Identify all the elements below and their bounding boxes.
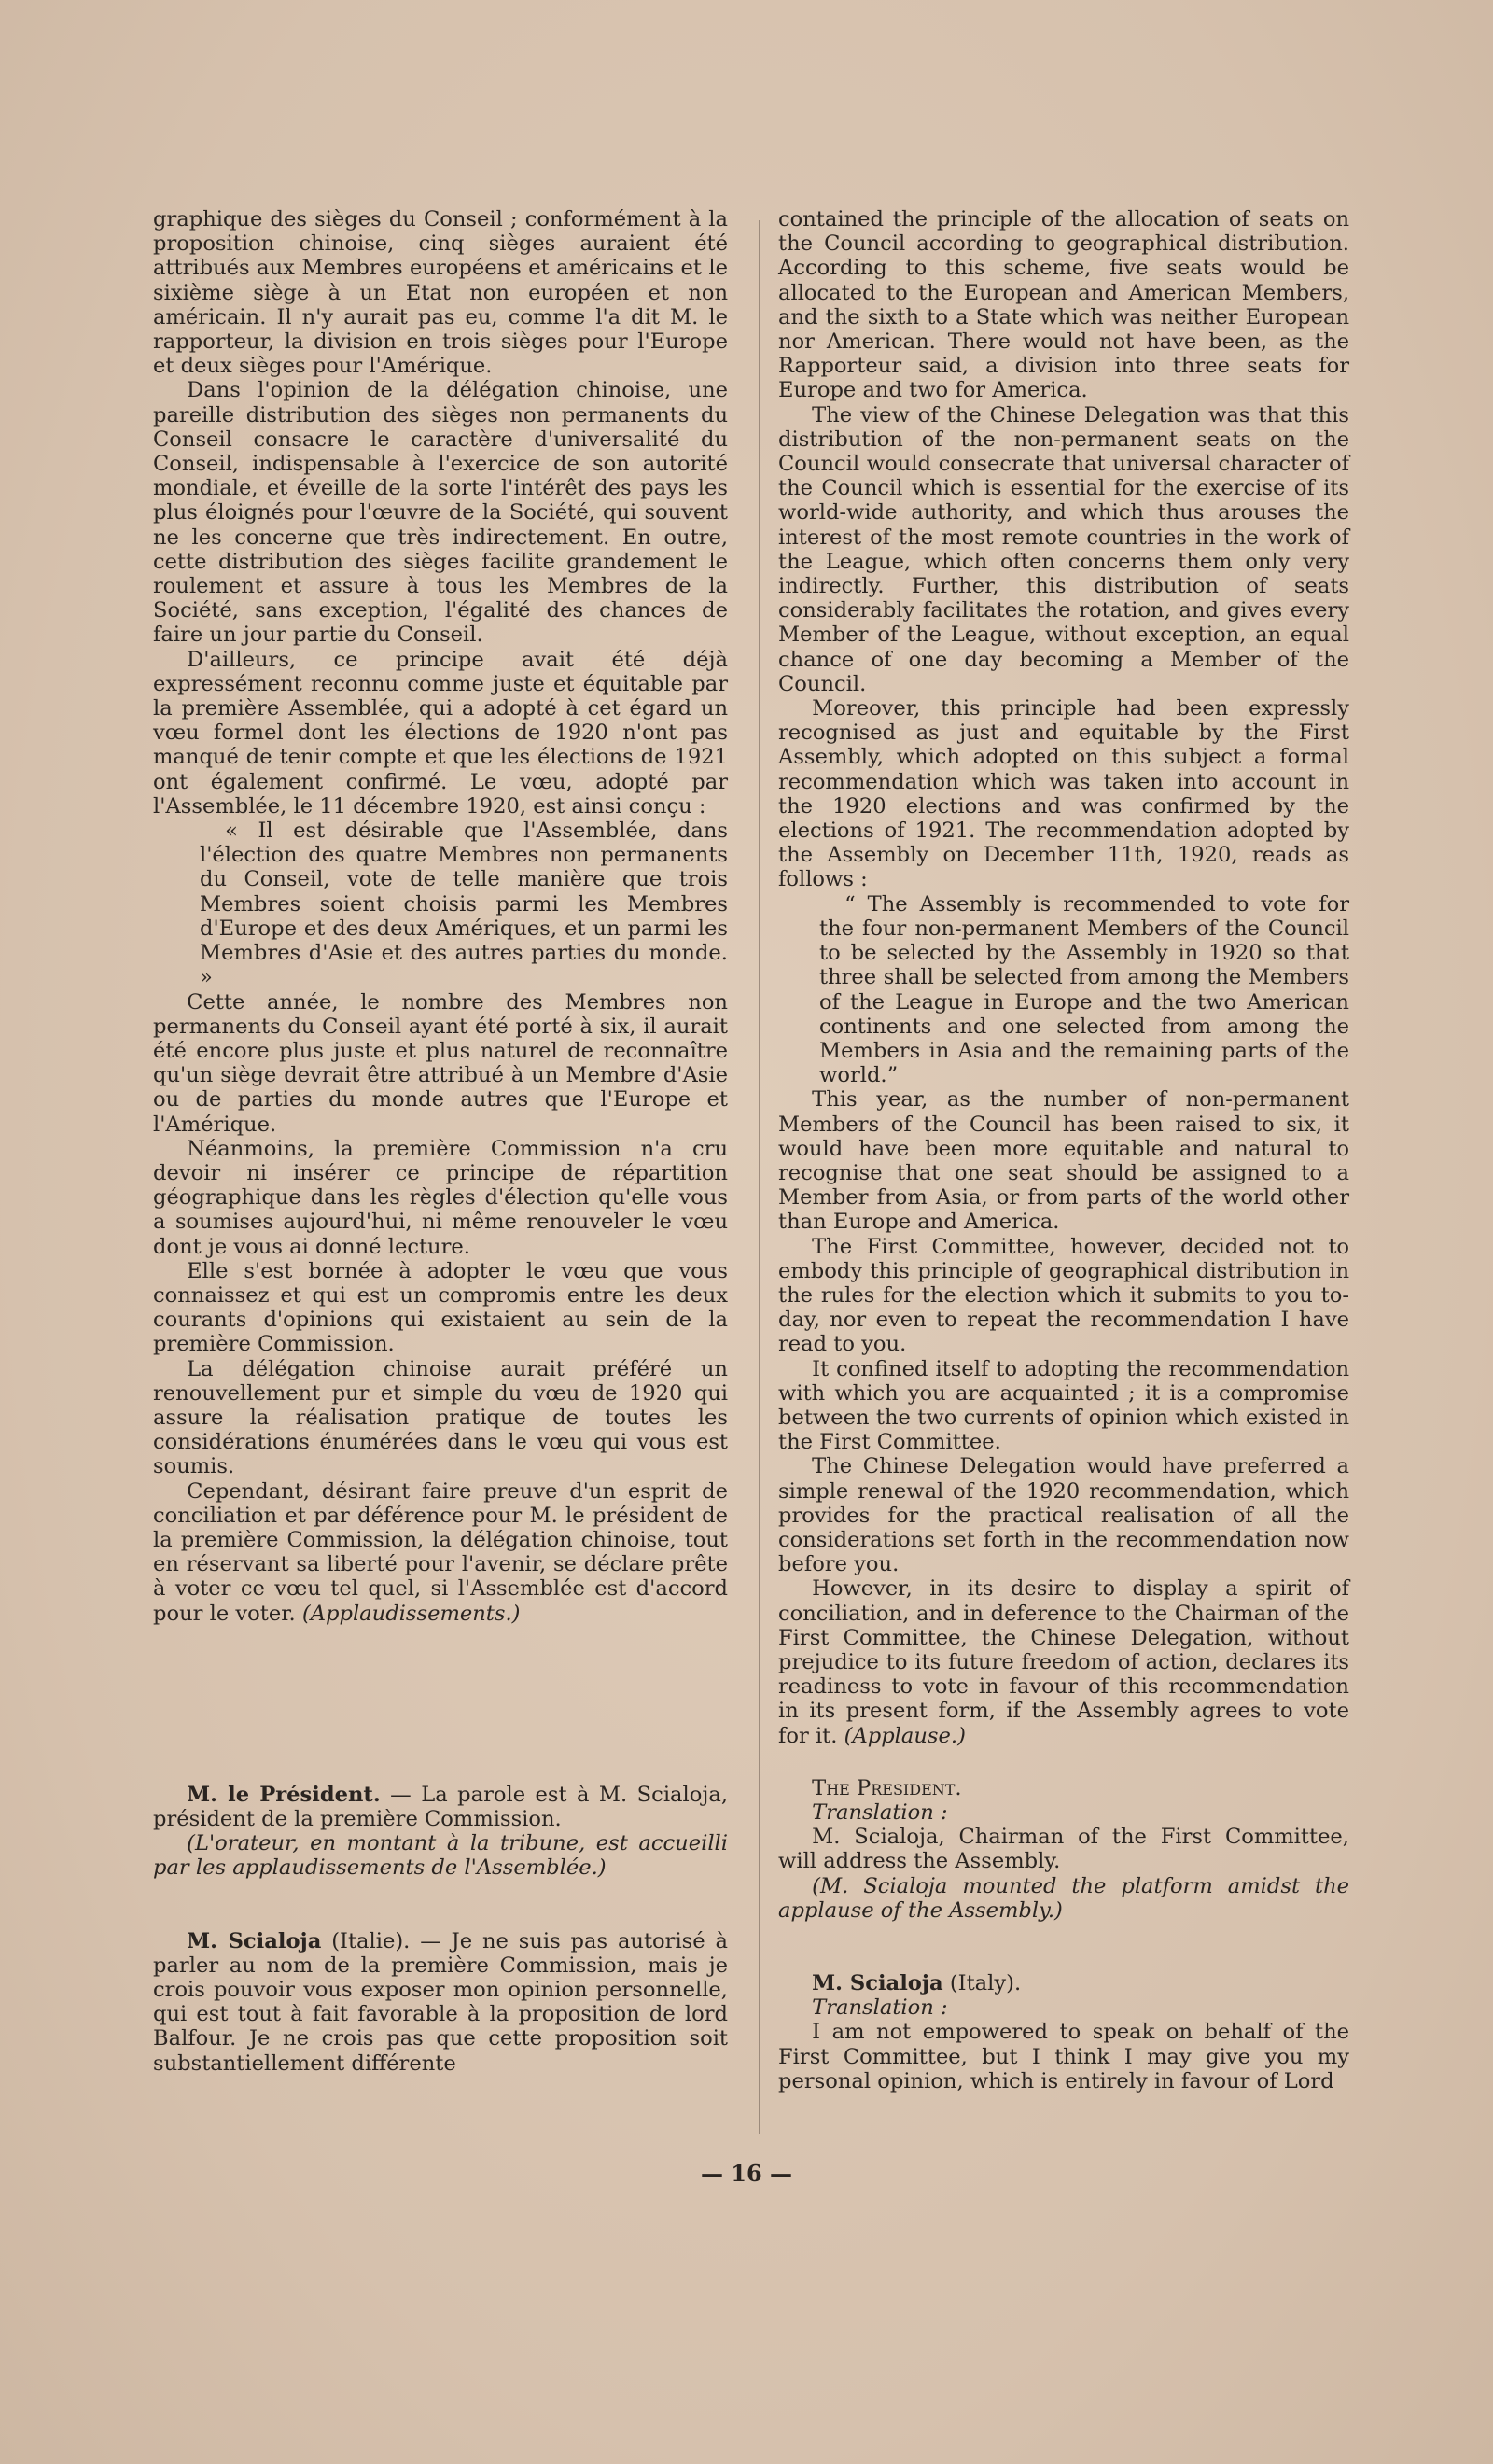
- quoted-recommendation: “ The Assembly is recommended to vote for the four non-permanent Members of the Council to be selected by the Assembly in 1920 so that three shall be selected from among the Members of the League in Europe and the two American continents and one selected from among the Members in Asia and the remaining parts of the world.”: [819, 891, 1349, 1088]
- paragraph: graphique des sièges du Conseil ; conformément à la proposition chinoise, cinq sièges auraient été attribués aux Membres européens et américains et le sixième siège à un Etat non européen et non américain. Il n'y aurait pas eu, comme l'a dit M. le rapporteur, la division en trois sièges pour l'Europe et deux sièges pour l'Amérique.: [153, 207, 728, 379]
- paragraph-text: Cependant, désirant faire preuve d'un esprit de conciliation et par déférence pour M. le président de la première Commission, la délégation chinoise, tout en réservant sa liberté pour l'avenir, se déclare prête à voter ce vœu tel quel, si l'Assemblée est d'accord pour le voter.: [153, 1478, 728, 1626]
- paragraph: Cette année, le nombre des Membres non permanents du Conseil ayant été porté à six, il aurait été encore plus juste et plus naturel de reconnaître qu'un siège devrait être attribué à un Membre d'Asie ou de parties du monde autres que l'Europe et l'Amérique.: [153, 989, 728, 1137]
- speaker-name: M. Scialoja: [187, 1928, 322, 1953]
- statement-text: — La parole est à M. Scialoja, président de la première Commission.: [153, 1782, 729, 1831]
- column-divider: [759, 220, 760, 2134]
- applause-note: (Applaudissements.): [301, 1601, 521, 1626]
- paragraph: This year, as the number of non-permanent Members of the Council has been raised to six, it would have been more equitable and natural to recognise that one seat should be assigned to a Member from Asia, or from parts of the world other than Europe and America.: [778, 1087, 1349, 1235]
- paragraph: [153, 1479, 728, 1626]
- paragraph: The First Committee, however, decided not to embody this principle of geographical distribution in the rules for the election which it submits to you to-day, nor even to repeat the recommendation I have read to you.: [778, 1234, 1349, 1357]
- scialoja-speaker: [778, 1971, 1349, 1995]
- president-speaker: [778, 1776, 1349, 1800]
- paragraph: [778, 1576, 1349, 1747]
- paragraph: Elle s'est bornée à adopter le vœu que vous connaissez et qui est un compromis entre les deux courants d'opinions qui existaient au sein de la première Commission.: [153, 1258, 728, 1357]
- translation-label: Translation :: [812, 1995, 948, 2021]
- speaker-name: M. le Président.: [187, 1782, 381, 1807]
- translation-label: Translation :: [812, 1800, 948, 1825]
- speaker-country: (Italie).: [321, 1928, 411, 1953]
- paragraph: Néanmoins, la première Commission n'a cru devoir ni insérer ce principe de répartition géographique dans les règles d'élection qu'elle vous a soumises aujourd'hui, ni même renouveler le vœu dont je vous ai donné lecture.: [153, 1136, 728, 1259]
- paragraph: The view of the Chinese Delegation was that this distribution of the non-permanent seats on the Council would consecrate that universal character of the Council which is essential for the exercise of its world-wide authority, and which thus arouses the interest of the most remote countries in the work of the League, which often concerns them only very indirectly. Further, this distribution of seats considerably facilitates the rotation, and gives every Member of the League, without exception, an equal chance of one day becoming a Member of the Council.: [778, 402, 1349, 696]
- president-statement: M. Scialoja, Chairman of the First Committee, will address the Assembly.: [778, 1825, 1349, 1874]
- paragraph: contained the principle of the allocation of seats on the Council according to geographical distribution. According to this scheme, five seats would be allocated to the European and American Members, and the sixth to a State which was neither European nor American. There would not have been, as the Rapporteur said, a division into three seats for Europe and two for America.: [778, 207, 1349, 403]
- paragraph-text: However, in its desire to display a spirit of conciliation, and in deference to the Chairman of the First Committee, the Chinese Delegation, without prejudice to its future freedom of action, declares its readiness to vote in favour of this recommendation in its present form, if the Assembly agrees to vote for it.: [778, 1576, 1349, 1748]
- speaker-name: M. Scialoja: [812, 1971, 943, 1996]
- stage-direction: (M. Scialoja mounted the platform amidst the applause of the Assembly.): [778, 1873, 1349, 1923]
- paragraph: It confined itself to adopting the recommendation with which you are acquainted ; it is a compromise between the two currents of opinion which existed in the First Committee.: [778, 1356, 1349, 1455]
- page-number: — 16 —: [700, 2160, 793, 2187]
- speaker-name: The President.: [812, 1775, 962, 1800]
- french-column: [153, 207, 728, 2076]
- quoted-recommendation: « Il est désirable que l'Assemblée, dans l'élection des quatre Membres non permanents du Conseil, vote de telle manière que trois Membres soient choisis parmi les Membres d'Europe et des deux Amériques, et un parmi les Membres d'Asie et des autres parties du monde. »: [200, 819, 728, 990]
- paragraph: Dans l'opinion de la délégation chinoise, une pareille distribution des sièges non permanents du Conseil consacre le caractère d'universalité du Conseil, indispensable à l'exercice de son autorité mondiale, et éveille de la sorte l'intérêt des pays les plus éloignés pour l'œuvre de la Société, qui souvent ne les concerne que très indirectement. En outre, cette distribution des sièges facilite grandement le roulement et assure à tous les Membres de la Société, sans exception, l'égalité des chances de faire un jour partie du Conseil.: [153, 378, 728, 648]
- stage-direction: (L'orateur, en montant à la tribune, est accueilli par les applaudissements de l'Assemblée.): [153, 1831, 728, 1881]
- statement-text: — Je ne suis pas autorisé à parler au nom de la première Commission, mais je crois pouvoir vous exposer mon opinion personnelle, qui est tout à fait favorable à la proposition de lord Balfour. Je ne crois pas que cette proposition soit substantiellement différente: [153, 1928, 728, 2076]
- english-column: [778, 207, 1349, 2093]
- scialoja-statement: I am not empowered to speak on behalf of the First Committee, but I think I may give you my personal opinion, which is entirely in favour of Lord: [778, 2020, 1349, 2093]
- president-statement: [153, 1783, 728, 1831]
- speaker-country: (Italy).: [942, 1971, 1022, 1996]
- paragraph: D'ailleurs, ce principe avait été déjà expressément reconnu comme juste et équitable par la première Assemblée, qui a adopté à cet égard un vœu formel dont les élections de 1920 n'ont pas manqué de tenir compte et que les élections de 1921 ont également confirmé. Le vœu, adopté par l'Assemblée, le 11 décembre 1920, est ainsi conçu :: [153, 647, 728, 819]
- scialoja-statement: [153, 1929, 728, 2076]
- paragraph: Moreover, this principle had been expressly recognised as just and equitable by the First Assembly, which adopted on this subject a formal recommendation which was taken into account in the 1920 elections and was confirmed by the elections of 1921. The recommendation adopted by the Assembly on December 11th, 1920, reads as follows :: [778, 696, 1349, 892]
- paragraph: The Chinese Delegation would have preferred a simple renewal of the 1920 recommendation, which provides for the practical realisation of all the considerations set forth in the recommendation now before you.: [778, 1454, 1349, 1577]
- paragraph: La délégation chinoise aurait préféré un renouvellement pur et simple du vœu de 1920 qui assure la réalisation pratique de toutes les considérations énumérées dans le vœu qui vous est soumis.: [153, 1356, 728, 1479]
- applause-note: (Applause.): [844, 1723, 966, 1748]
